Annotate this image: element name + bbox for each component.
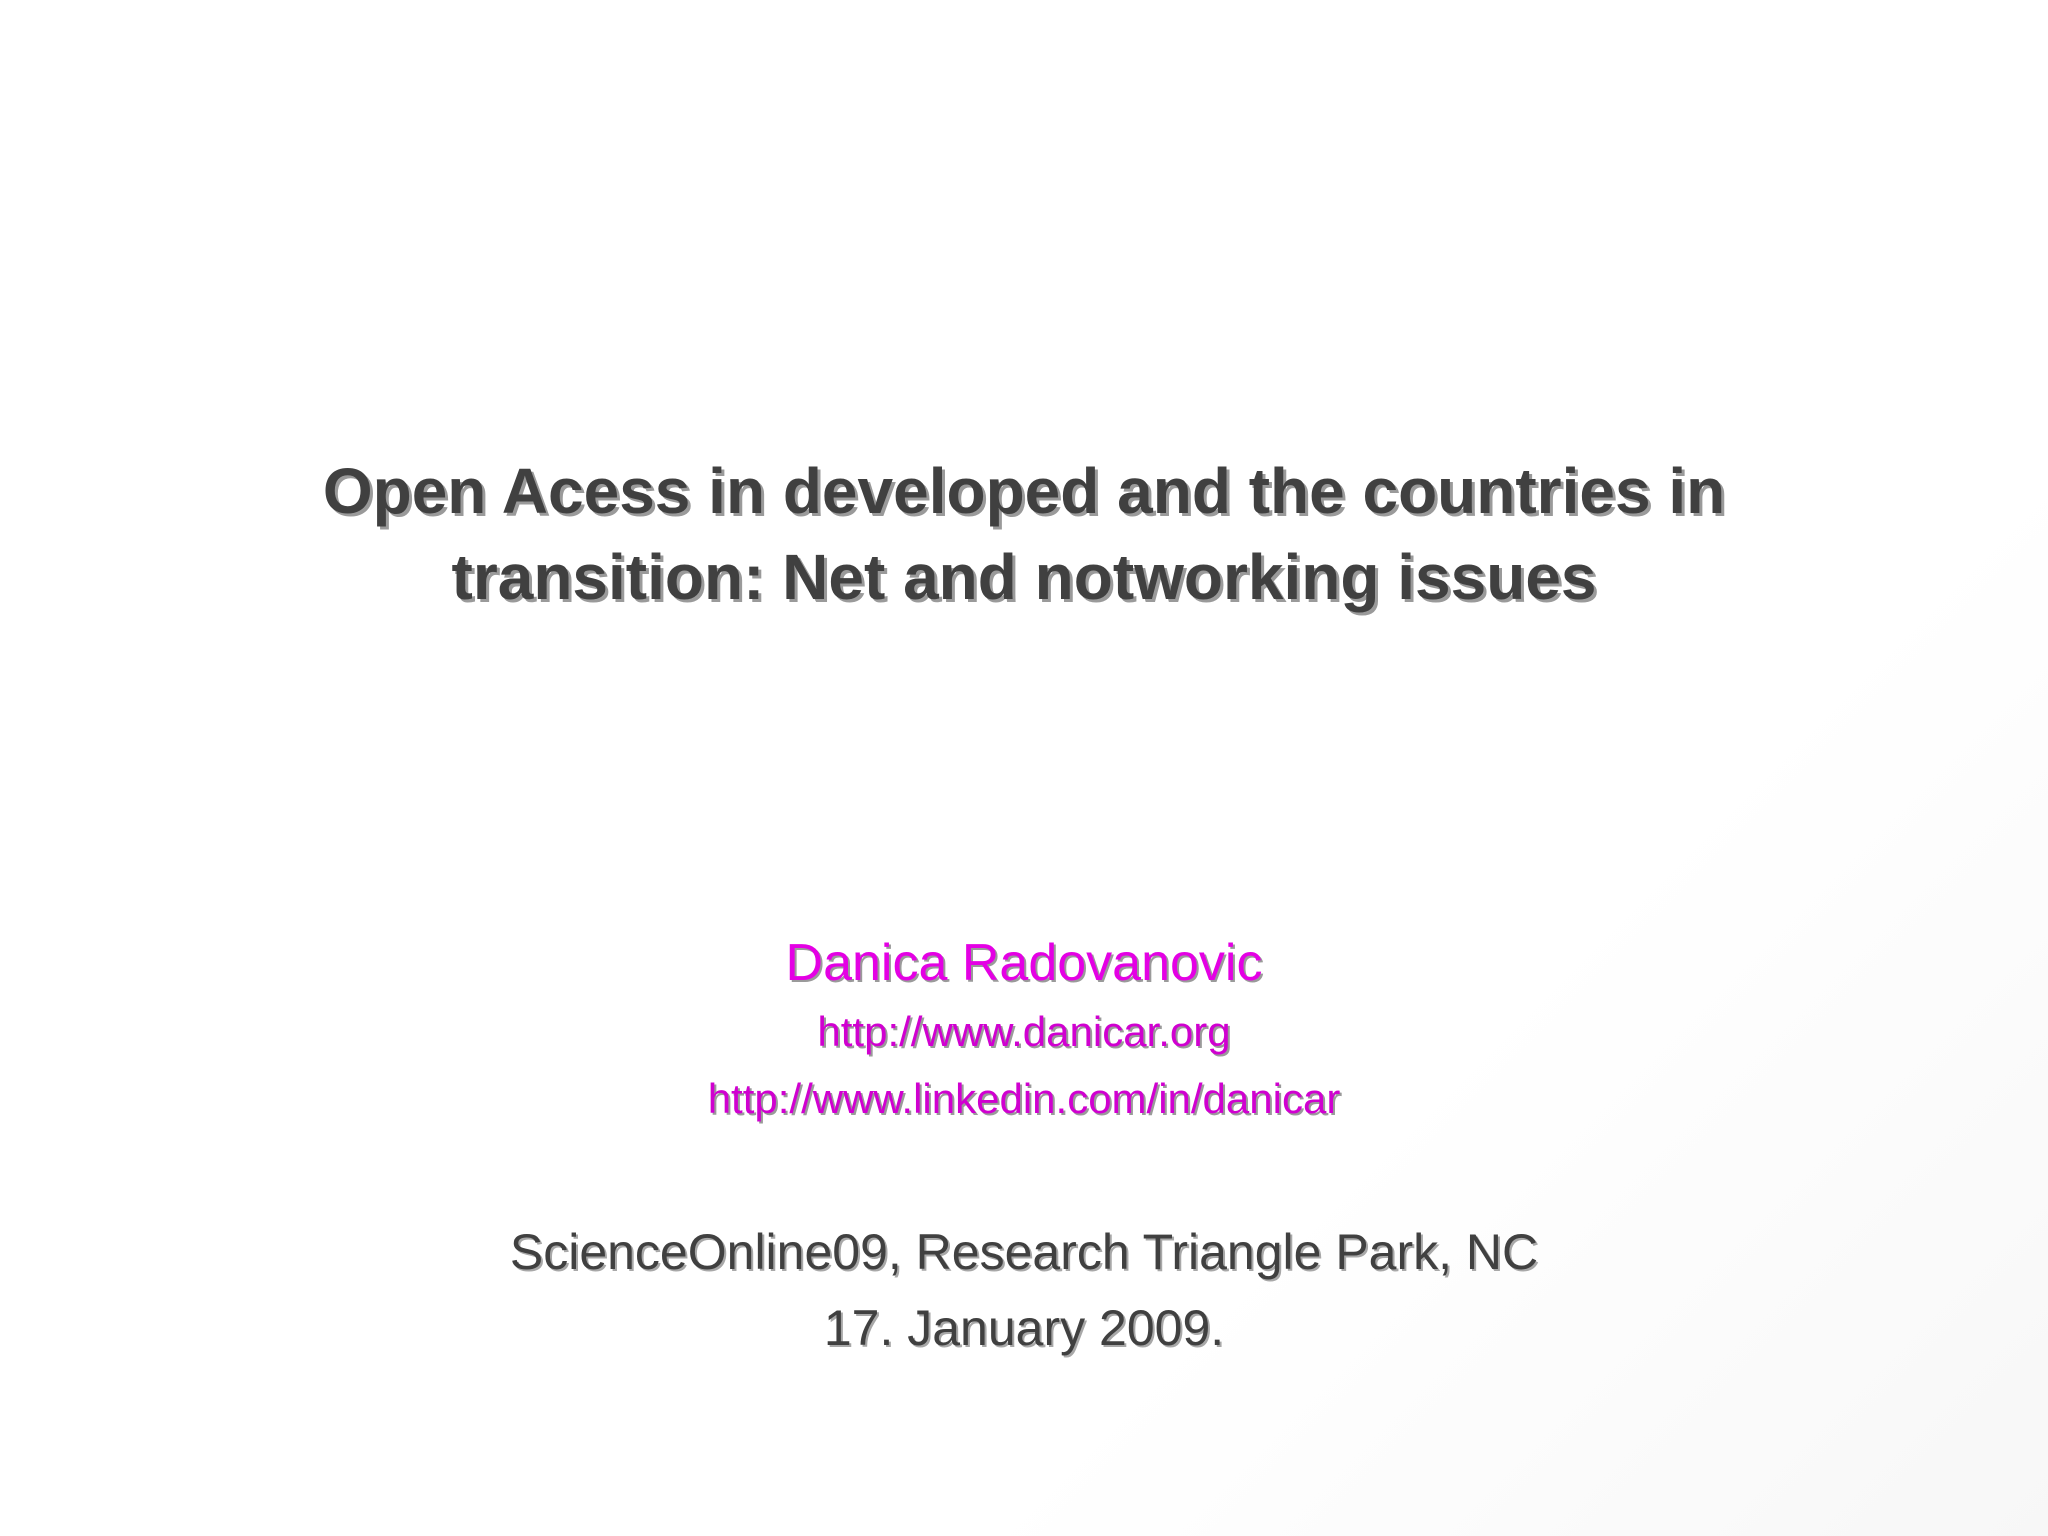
slide-title (0, 448, 2048, 620)
title-line-1: Open Acess in developed and the countries in (322, 455, 1726, 527)
linkedin-link[interactable]: http://www.linkedin.com/in/danicar (707, 1075, 1341, 1122)
title-line-2: transition: Net and notworking issues (451, 541, 1597, 613)
event-venue: ScienceOnline09, Research Triangle Park, NC (509, 1224, 1539, 1280)
author-name: Danica Radovanovic (785, 934, 1263, 992)
author-block (0, 928, 2048, 1132)
event-date: 17. January 2009. (823, 1300, 1225, 1356)
event-block (0, 1214, 2048, 1366)
website-link[interactable]: http://www.danicar.org (817, 1008, 1231, 1055)
